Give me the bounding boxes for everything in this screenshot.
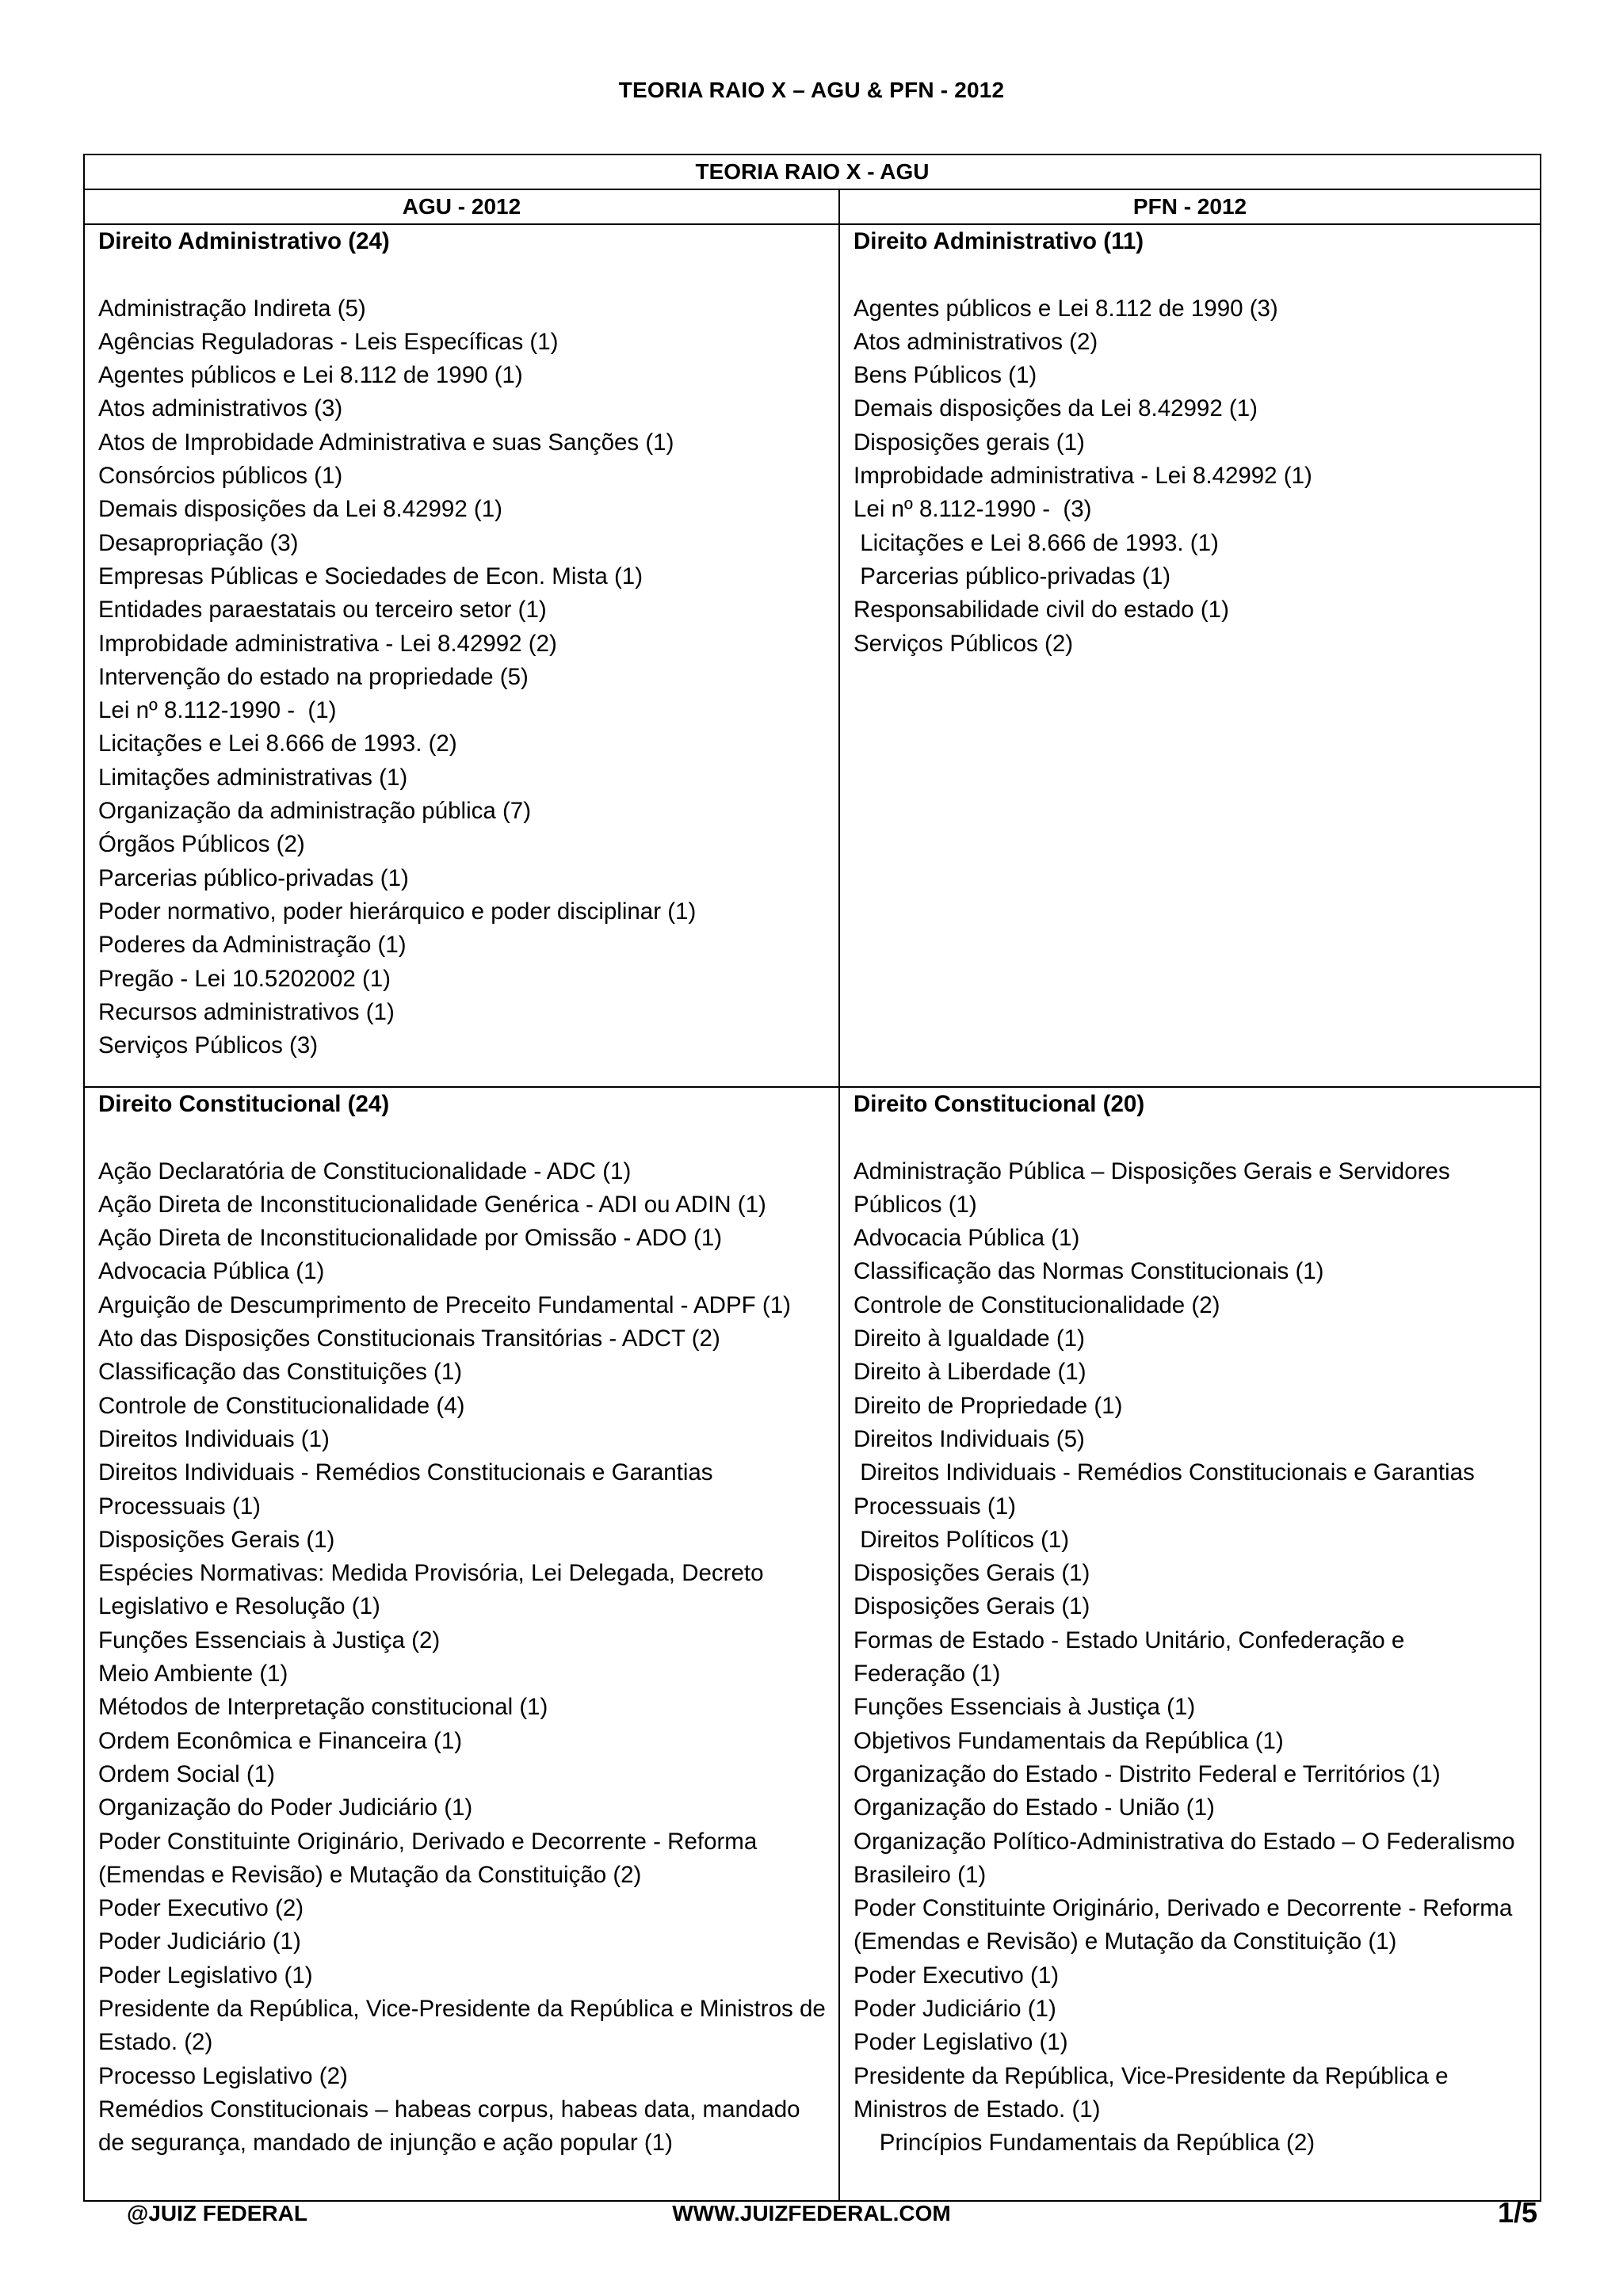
list-item: Demais disposições da Lei 8.42992 (1) [98,496,502,523]
list-item: Improbidade administrativa - Lei 8.42992 (2) [98,630,557,657]
list-item: Organização do Poder Judiciário (1) [98,1794,473,1821]
list-item: Parcerias público-privadas (1) [98,864,409,891]
pfn-administrativo-cell [839,224,1541,1087]
list-item: Poder Legislativo (1) [98,1962,313,1989]
list-item: Direitos Individuais - Remédios Constitucionais e Garantias Processuais (1) [854,1459,1481,1520]
topic-list [98,1155,832,2161]
list-item: Princípios Fundamentais da República (2) [854,2130,1316,2157]
topic-list [854,1155,1522,2161]
table-caption: TEORIA RAIO X - AGU [84,154,1541,189]
list-item: Processo Legislativo (2) [98,2062,348,2089]
list-item: Disposições Gerais (1) [98,1526,335,1553]
list-item: Classificação das Constituições (1) [98,1359,463,1386]
list-item: Remédios Constitucionais – habeas corpus, habeas data, mandado de segurança, mandado de injunção e ação popular (1) [98,2096,807,2157]
list-item: Ação Direta de Inconstitucionalidade por Omissão - ADO (1) [98,1225,723,1252]
list-item: Ordem Social (1) [98,1760,275,1787]
list-item: Recursos administrativos (1) [98,998,395,1025]
list-item: Bens Públicos (1) [854,362,1037,389]
list-item: Controle de Constitucionalidade (2) [854,1291,1220,1318]
list-item: Atos administrativos (3) [98,395,343,422]
list-item: Poder Constituinte Originário, Derivado e Decorrente - Reforma (Emendas e Revisão) e Mutação da Constituição (2) [98,1828,764,1888]
list-item: Serviços Públicos (2) [854,630,1074,657]
topic-list [98,292,826,1063]
list-item: Pregão - Lei 10.5202002 (1) [98,965,391,992]
list-item: Ação Declaratória de Constitucionalidade - ADC (1) [98,1158,632,1184]
list-item: Presidente da República, Vice-Presidente da República e Ministros de Estado. (1) [854,2062,1455,2122]
section-row-administrativo [84,224,1541,1087]
list-item: Limitações administrativas (1) [98,764,408,791]
section-title: Direito Administrativo (24) [98,228,390,254]
list-item: Desapropriação (3) [98,529,299,556]
section-title: Direito Administrativo (11) [854,228,1144,254]
list-item: Funções Essenciais à Justiça (1) [854,1694,1196,1721]
list-item: Lei nº 8.112-1990 - (1) [98,697,337,724]
list-item: Formas de Estado - Estado Unitário, Confederação e Federação (1) [854,1627,1411,1688]
column-header-pfn: PFN - 2012 [839,189,1541,224]
list-item: Consórcios públicos (1) [98,463,343,490]
list-item: Atos de Improbidade Administrativa e suas Sanções (1) [98,429,674,456]
list-item: Administração Indireta (5) [98,295,366,322]
document-title: TEORIA RAIO X – AGU & PFN - 2012 [618,78,1005,102]
column-header-row [84,189,1541,224]
list-item: Poder Legislativo (1) [854,2029,1068,2056]
list-item: Poder Executivo (1) [854,1962,1060,1989]
list-item: Classificação das Normas Constitucionais (1) [854,1258,1324,1285]
list-item: Agentes públicos e Lei 8.112 de 1990 (1) [98,362,523,389]
list-item: Licitações e Lei 8.666 de 1993. (1) [854,529,1219,556]
list-item: Intervenção do estado na propriedade (5) [98,663,529,690]
list-item: Poder Executivo (2) [98,1895,304,1922]
list-item: Responsabilidade civil do estado (1) [854,597,1229,624]
list-item: Empresas Públicas e Sociedades de Econ. Mista (1) [98,563,643,589]
footer-author: @JUIZ FEDERAL [127,2201,307,2225]
list-item: Poder Judiciário (1) [854,1996,1056,2023]
list-item: Ato das Disposições Constitucionais Transitórias - ADCT (2) [98,1325,720,1352]
section-title: Direito Constitucional (20) [854,1091,1145,1117]
list-item: Lei nº 8.112-1990 - (3) [854,496,1092,523]
list-item: Organização do Estado - União (1) [854,1794,1215,1821]
agu-administrativo-cell [84,224,839,1087]
list-item: Poder Judiciário (1) [98,1928,301,1955]
list-item: Entidades paraestatais ou terceiro setor (1) [98,597,547,624]
list-item: Controle de Constitucionalidade (4) [98,1392,465,1419]
list-item: Presidente da República, Vice-Presidente da República e Ministros de Estado. (2) [98,1996,832,2056]
list-item: Ordem Econômica e Financeira (1) [98,1727,463,1754]
list-item: Direito de Propriedade (1) [854,1392,1123,1419]
section-title: Direito Constitucional (24) [98,1091,390,1117]
agu-constitucional-cell [84,1087,839,2201]
page-number: 1/5 [1497,2196,1537,2229]
list-item: Direito à Liberdade (1) [854,1359,1086,1386]
list-item: Métodos de Interpretação constitucional (1) [98,1694,548,1721]
list-item: Serviços Públicos (3) [98,1032,319,1059]
list-item: Atos administrativos (2) [854,328,1098,355]
list-item: Objetivos Fundamentais da República (1) [854,1727,1284,1754]
list-item: Administração Pública – Disposições Gerais e Servidores Públicos (1) [854,1158,1457,1218]
page-footer [0,2196,1623,2233]
table-caption-row [84,154,1541,189]
list-item: Agências Reguladoras - Leis Específicas (1) [98,328,559,355]
list-item: Direito à Igualdade (1) [854,1325,1085,1352]
list-item: Licitações e Lei 8.666 de 1993. (2) [98,730,457,757]
list-item: Disposições Gerais (1) [854,1560,1090,1587]
column-header-agu: AGU - 2012 [84,189,839,224]
list-item: Agentes públicos e Lei 8.112 de 1990 (3) [854,295,1278,322]
list-item: Parcerias público-privadas (1) [854,563,1171,589]
list-item: Improbidade administrativa - Lei 8.42992 (1) [854,463,1312,490]
list-item: Espécies Normativas: Medida Provisória, Lei Delegada, Decreto Legislativo e Resolução (1) [98,1560,770,1620]
list-item: Arguição de Descumprimento de Preceito Fundamental - ADPF (1) [98,1291,791,1318]
list-item: Meio Ambiente (1) [98,1661,288,1688]
list-item: Demais disposições da Lei 8.42992 (1) [854,395,1258,422]
list-item: Direitos Individuais (1) [98,1425,330,1452]
list-item: Poder normativo, poder hierárquico e poder disciplinar (1) [98,898,697,925]
section-row-constitucional [84,1087,1541,2201]
topics-table [83,154,1541,2202]
list-item: Ação Direta de Inconstitucionalidade Genérica - ADI ou ADIN (1) [98,1191,766,1218]
list-item: Funções Essenciais à Justiça (2) [98,1627,441,1653]
list-item: Direitos Individuais (5) [854,1425,1085,1452]
list-item: Direitos Individuais - Remédios Constitucionais e Garantias Processuais (1) [98,1459,720,1520]
list-item: Poder Constituinte Originário, Derivado e Decorrente - Reforma (Emendas e Revisão) e Mutação da Constituição (1) [854,1895,1519,1955]
footer-website: WWW.JUIZFEDERAL.COM [672,2201,951,2225]
list-item: Direitos Políticos (1) [854,1526,1070,1553]
list-item: Organização da administração pública (7) [98,798,532,825]
pfn-constitucional-cell [839,1087,1541,2201]
list-item: Órgãos Públicos (2) [98,831,305,858]
list-item: Disposições Gerais (1) [854,1593,1090,1620]
list-item: Disposições gerais (1) [854,429,1085,456]
list-item: Poderes da Administração (1) [98,932,407,959]
list-item: Organização Político-Administrativa do Estado – O Federalismo Brasileiro (1) [854,1828,1522,1888]
topic-list [854,292,1522,661]
list-item: Organização do Estado - Distrito Federal e Territórios (1) [854,1760,1441,1787]
list-item: Advocacia Pública (1) [98,1258,325,1285]
list-item: Advocacia Pública (1) [854,1225,1080,1252]
